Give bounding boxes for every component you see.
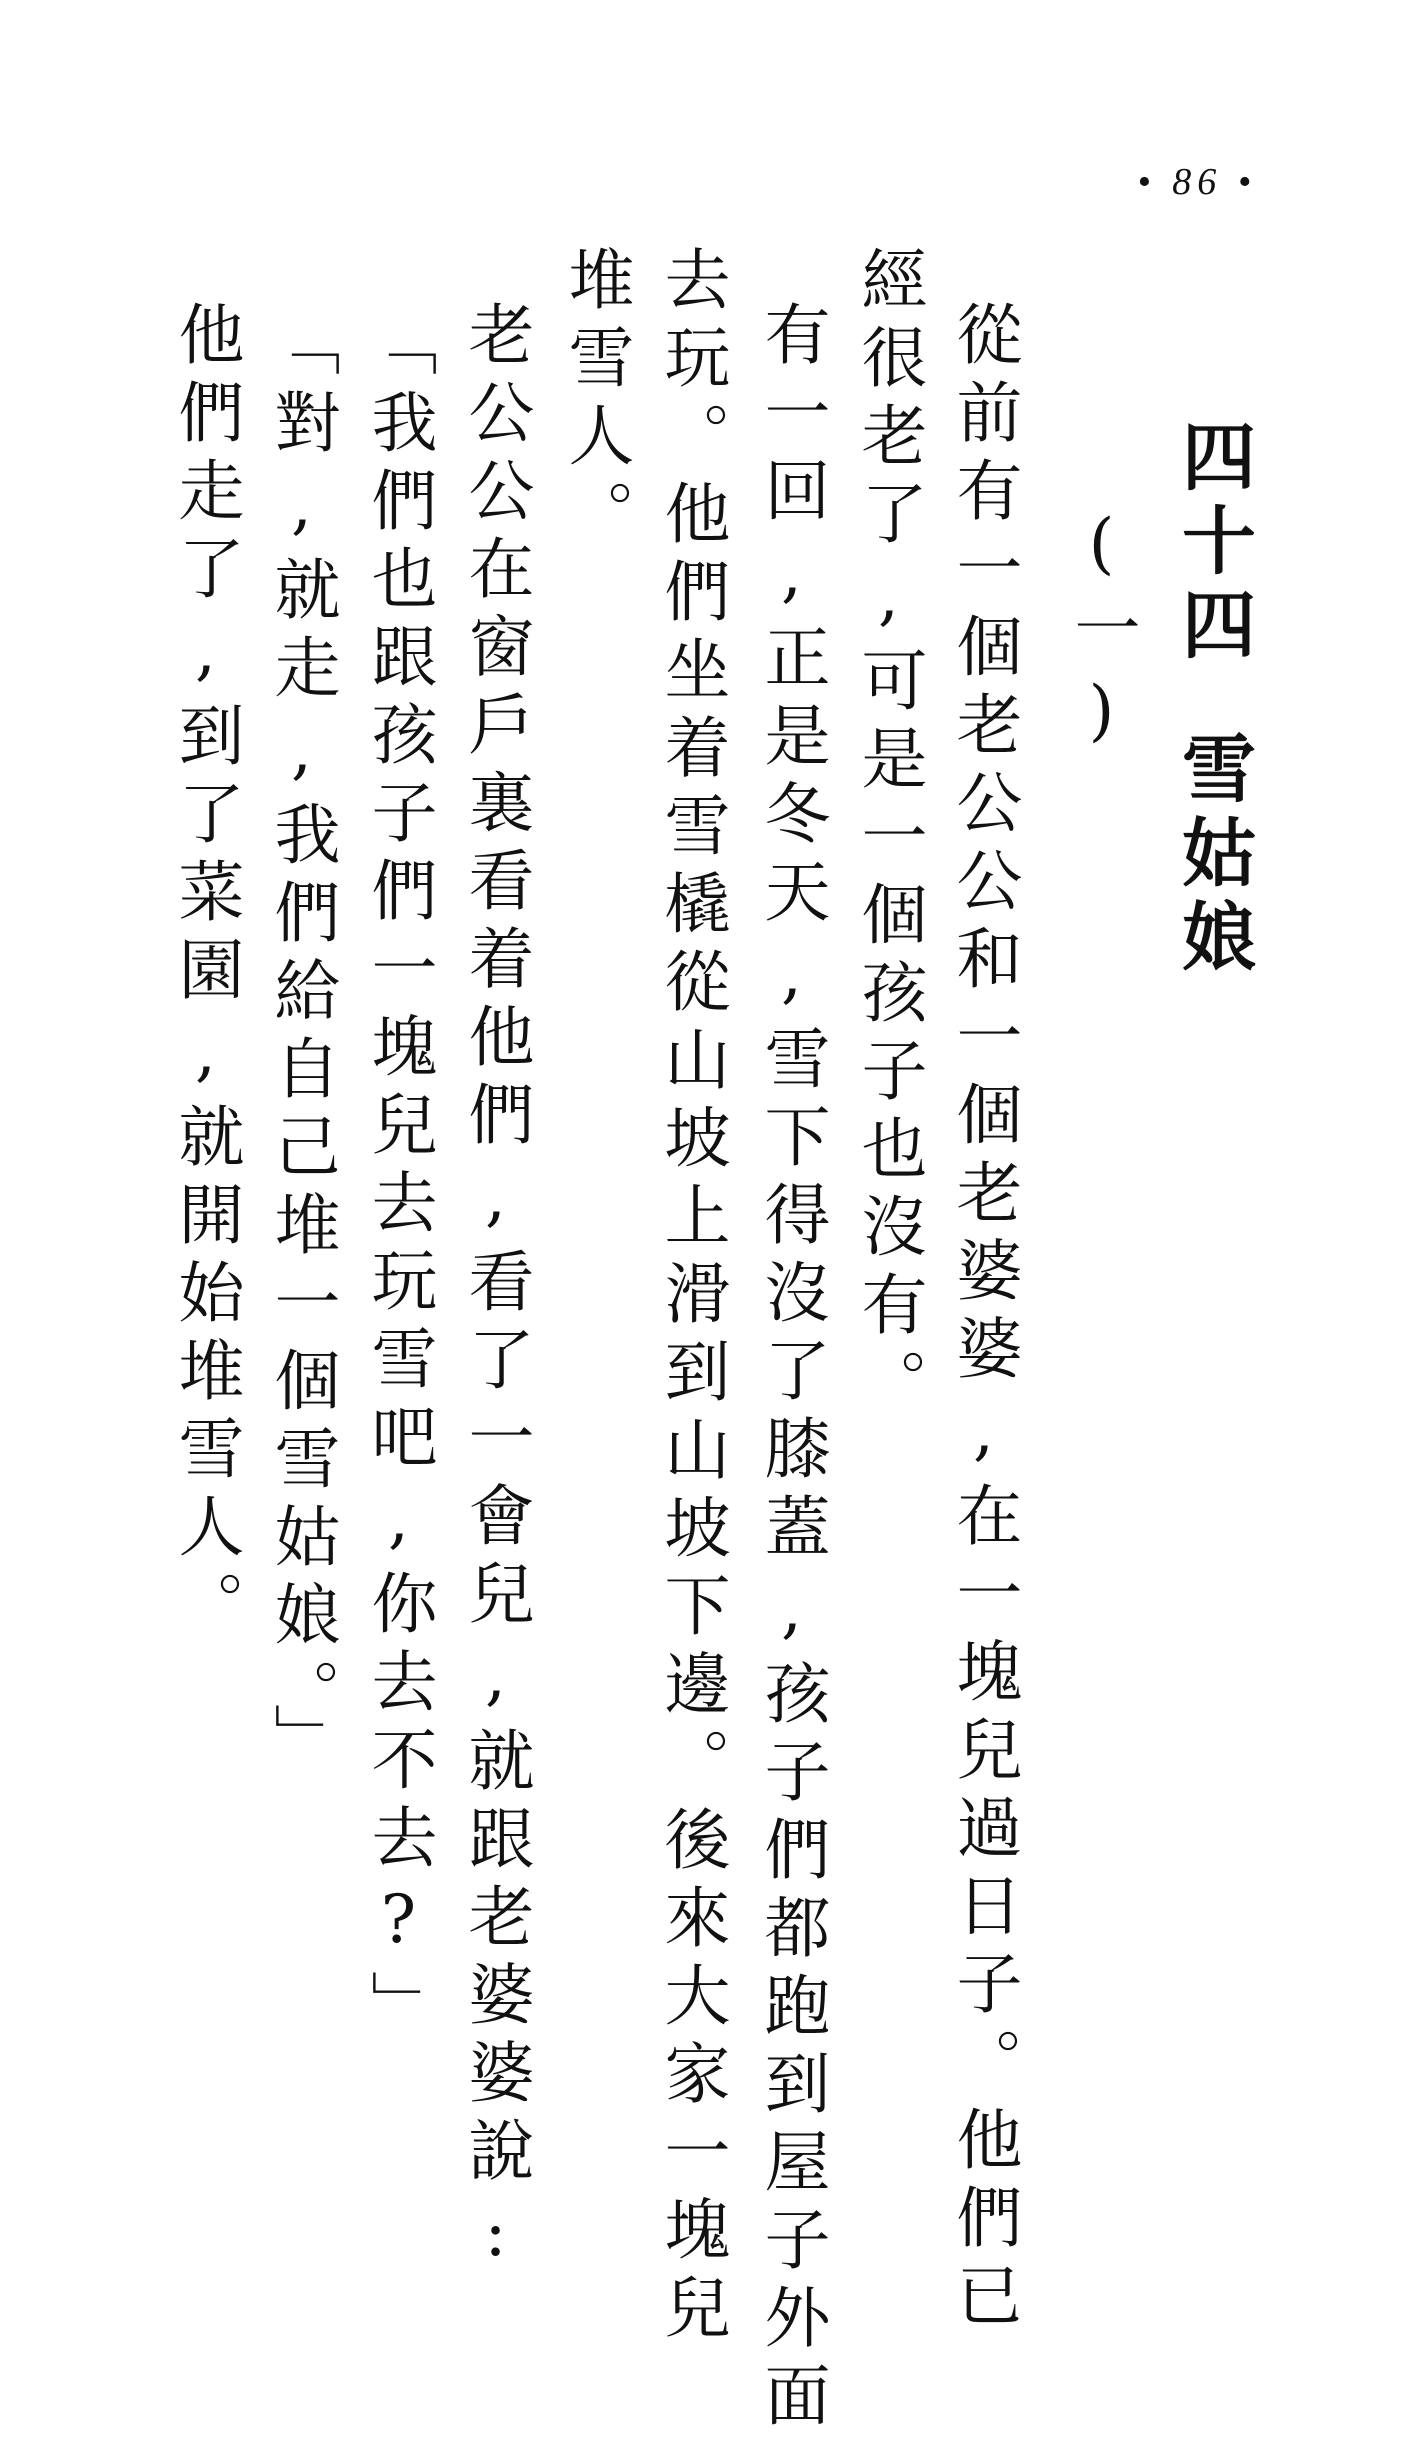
- chapter-heading: [1170, 418, 1256, 982]
- text-column: 他們走了,到了菜園,就開始堆雪人。: [167, 300, 244, 1648]
- text-column: 從前有一個老公公和一個老婆婆,在一塊兒過日子。他們已: [945, 300, 1022, 2339]
- text-column: 去玩。他們坐着雪橇從山坡上滑到山坡下邊。後來大家一塊兒: [653, 245, 730, 2351]
- text-column: 經很老了,可是一個孩子也沒有。: [850, 245, 927, 1426]
- text-column: 老公公在窗戶裏看着他們,看了一會兒,就跟老婆婆說:: [457, 300, 534, 2283]
- text-column: 堆雪人。: [557, 245, 634, 557]
- chapter-number: 四十四: [1170, 418, 1256, 670]
- text-column: 有一回,正是冬天,雪下得沒了膝蓋,孩子們都跑到屋子外面: [753, 300, 830, 2439]
- text-column: 「我們也跟孩子們一塊兒去玩雪吧,你去不去?」: [360, 310, 437, 2048]
- section-marker: (一): [1063, 505, 1140, 761]
- chapter-title: 雪姑娘: [1170, 730, 1256, 982]
- text-column: 「對,就走,我們給自己堆一個雪姑娘。」: [263, 310, 340, 1781]
- page-number: • 86 •: [1137, 161, 1257, 203]
